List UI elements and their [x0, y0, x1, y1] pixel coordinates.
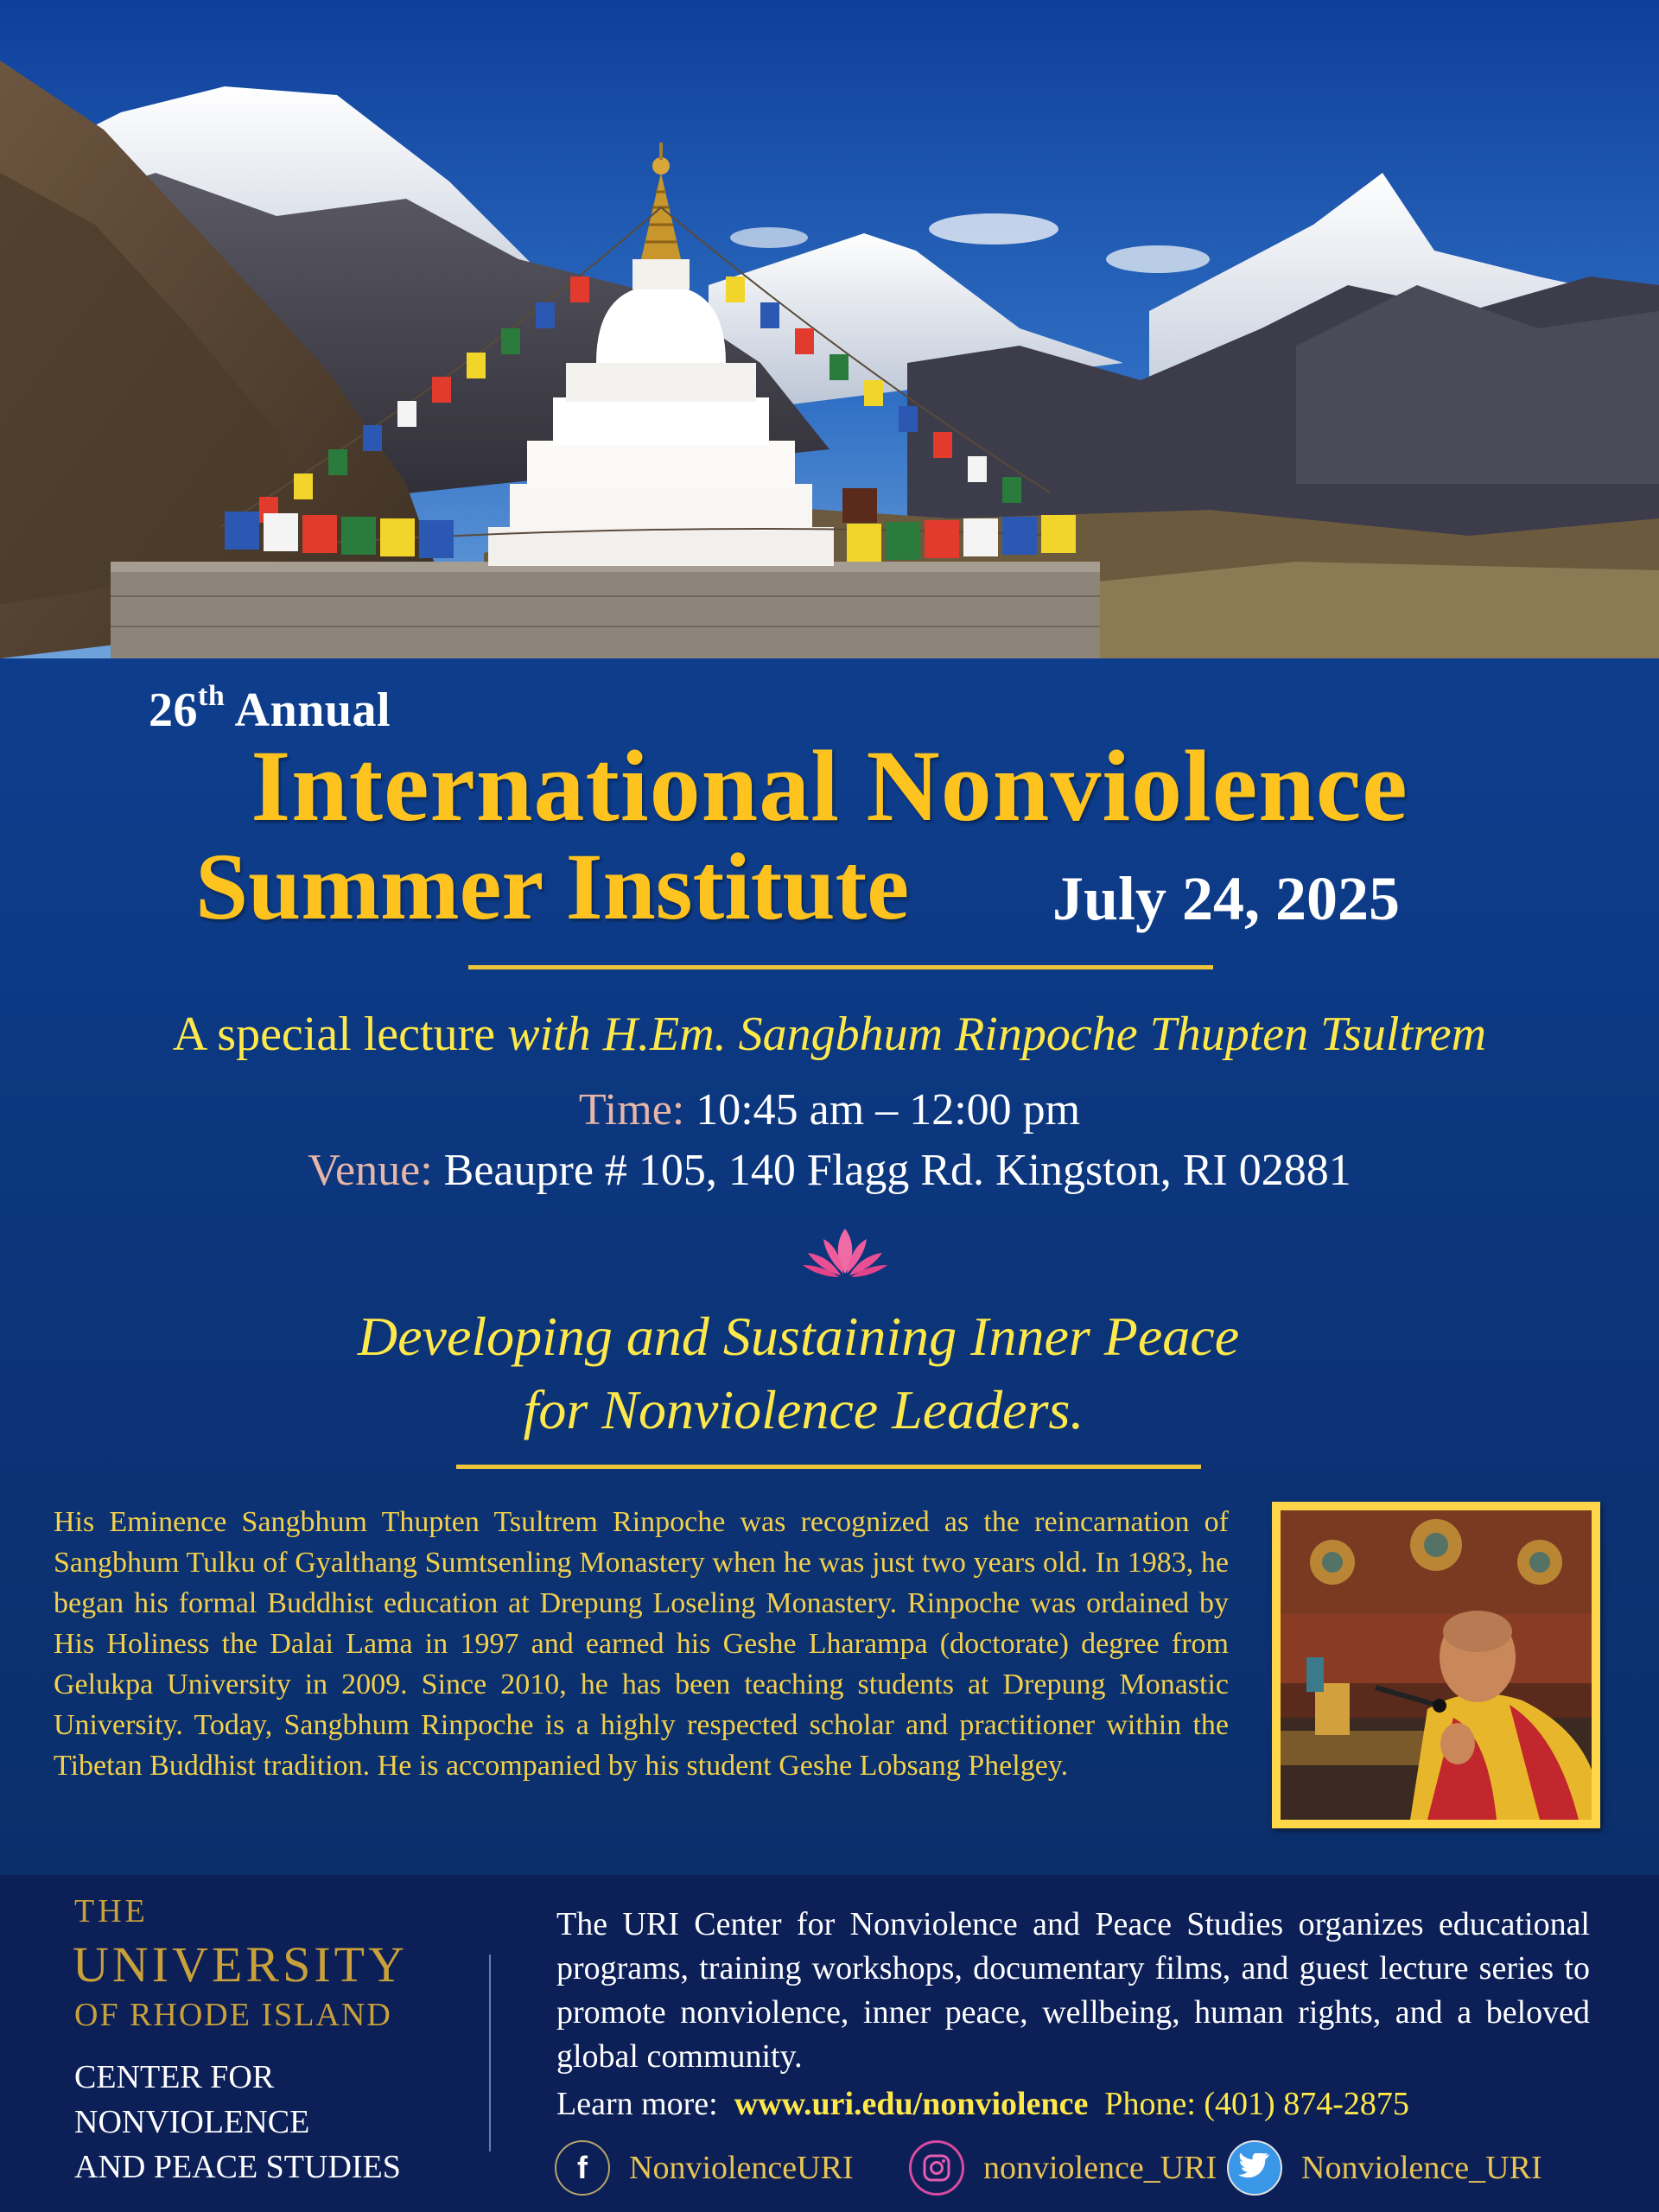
annual-word: Annual — [234, 683, 391, 737]
instagram-handle: nonviolence_URI — [983, 2150, 1217, 2186]
venue-value: Beaupre # 105, 140 Flagg Rd. Kingston, RI 02881 — [443, 1146, 1351, 1195]
twitter-bird-icon — [1227, 2140, 1282, 2196]
lotus-icon — [798, 1225, 893, 1281]
phone-number: Phone: (401) 874-2875 — [1104, 2086, 1409, 2122]
center-name-line2: NONVIOLENCE — [74, 2104, 310, 2140]
annual-ordinal-suffix: th — [198, 680, 226, 713]
uri-logo-the: THE — [74, 1893, 149, 1929]
facebook-icon: f — [555, 2140, 610, 2196]
twitter-link[interactable] — [1227, 2138, 1542, 2198]
time-value: 10:45 am – 12:00 pm — [696, 1085, 1081, 1135]
uri-logo-state: OF RHODE ISLAND — [74, 1997, 392, 2033]
center-name — [74, 2055, 401, 2190]
talk-title-line1: Developing and Sustaining Inner Peace — [357, 1306, 1240, 1367]
talk-divider — [456, 1465, 1201, 1469]
center-name-line3: AND PEACE STUDIES — [74, 2149, 401, 2185]
learn-more-label: Learn more: — [556, 2086, 718, 2122]
hero-mountain-stupa-image — [0, 0, 1659, 658]
uri-logo-university: UNIVERSITY — [73, 1936, 408, 1993]
event-title-line2: Summer Institute — [195, 834, 910, 939]
footer-divider — [489, 1955, 491, 2152]
event-title-line1: International Nonviolence — [251, 729, 1408, 842]
annual-number: 26 — [149, 683, 198, 737]
lecture-intro: A special lecture — [172, 1007, 508, 1061]
twitter-handle: Nonviolence_URI — [1301, 2150, 1542, 2186]
instagram-icon — [909, 2140, 964, 2196]
center-description: The URI Center for Nonviolence and Peace Studies organizes educational programs, training workshops, documentary films, and guest lecture series to promote nonviolence, inner peace, wellbeing, human rights, and a beloved global community. — [556, 1906, 1590, 2075]
speaker-bio: His Eminence Sangbhum Thupten Tsultrem Rinpoche was recognized as the reincarnation of Sangbhum Tulku of Gyalthang Sumtsenling Monastery when he was just two years old. In 1983, he began his formal Buddhist education at Drepung Loseling Monastery. Rinpoche was ordained by His Holiness the Dalai Lama in 1997 and earned his Geshe Lharampa (doctorate) degree from Gelukpa University in 2009. Since 2010, he has been teaching students at Drepung Monastic University. Today, Sangbhum Rinpoche is a highly respected scholar and practitioner within the Tibetan Buddhist tradition. He is accompanied by his student Geshe Lobsang Phelgey. — [54, 1506, 1229, 1782]
speaker-portrait — [1272, 1502, 1600, 1828]
learn-more-line — [556, 2082, 1409, 2126]
time-label: Time: — [578, 1085, 685, 1135]
instagram-link[interactable] — [909, 2138, 1217, 2198]
title-divider — [468, 965, 1213, 969]
talk-title-line2: for Nonviolence Leaders. — [523, 1379, 1084, 1440]
center-name-line1: CENTER FOR — [74, 2059, 275, 2095]
facebook-handle: NonviolenceURI — [629, 2150, 854, 2186]
lecture-line — [0, 1007, 1659, 1062]
time-line — [0, 1084, 1659, 1135]
website-link[interactable]: www.uri.edu/nonviolence — [734, 2086, 1089, 2122]
lecture-speaker: with H.Em. Sangbhum Rinpoche Thupten Tsultrem — [507, 1007, 1487, 1061]
event-date: July 24, 2025 — [1052, 864, 1401, 933]
facebook-link[interactable] — [555, 2138, 854, 2198]
venue-label: Venue: — [308, 1146, 433, 1195]
venue-line — [0, 1145, 1659, 1196]
